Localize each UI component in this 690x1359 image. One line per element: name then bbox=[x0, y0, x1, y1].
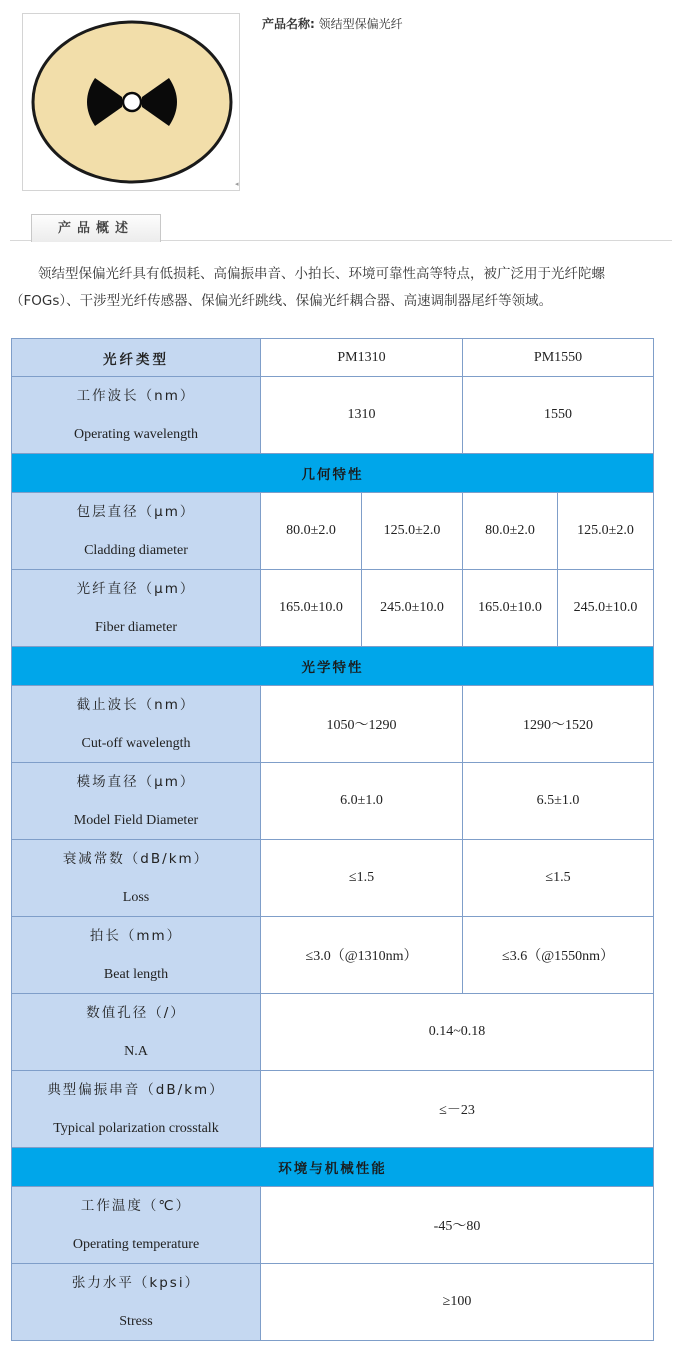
section-title-environment: 环境与机械性能 bbox=[12, 1148, 654, 1187]
cell-value: 245.0±10.0 bbox=[362, 570, 463, 647]
section-row-environment bbox=[12, 1148, 654, 1187]
table-row bbox=[12, 493, 654, 570]
label-en: Operating temperature bbox=[72, 1236, 200, 1252]
header-pm1550: PM1550 bbox=[463, 339, 654, 377]
label-cn: 模场直径（μm） bbox=[76, 773, 196, 790]
row-label-cutoff bbox=[12, 686, 261, 763]
spec-table bbox=[11, 338, 654, 1341]
label-cn: 典型偏振串音（dB/km） bbox=[47, 1081, 225, 1098]
cell-value: 125.0±2.0 bbox=[362, 493, 463, 570]
cell-value: ≤3.6（@1550nm） bbox=[463, 917, 654, 994]
label-en: Cut-off wavelength bbox=[81, 735, 191, 751]
table-row bbox=[12, 917, 654, 994]
label-cn: 数值孔径（/） bbox=[86, 1004, 186, 1021]
table-row bbox=[12, 570, 654, 647]
cell-value: 6.5±1.0 bbox=[463, 763, 654, 840]
cell-value: 80.0±2.0 bbox=[261, 493, 362, 570]
label-en: Loss bbox=[122, 889, 150, 905]
cell-value: -45～80 bbox=[261, 1187, 654, 1264]
label-en: Typical polarization crosstalk bbox=[53, 1120, 219, 1136]
table-row bbox=[12, 994, 654, 1071]
table-row bbox=[12, 1264, 654, 1341]
section-title-geometry: 几何特性 bbox=[12, 454, 654, 493]
label-cn: 工作波长（nm） bbox=[76, 387, 196, 404]
label-cn: 光纤直径（μm） bbox=[76, 580, 196, 597]
label-cn: 拍长（mm） bbox=[89, 927, 183, 944]
table-row bbox=[12, 1187, 654, 1264]
product-name bbox=[262, 15, 403, 32]
row-label-loss bbox=[12, 840, 261, 917]
cell-value: 245.0±10.0 bbox=[558, 570, 654, 647]
row-label-na bbox=[12, 994, 261, 1071]
intro-line-1: 领结型保偏光纤具有低损耗、高偏振串音、小拍长、环境可靠性高等特点，被广泛用于光纤陀螺 bbox=[38, 266, 605, 282]
section-title-optical: 光学特性 bbox=[12, 647, 654, 686]
fiber-cross-section-diagram bbox=[23, 14, 239, 190]
section-row-optical bbox=[12, 647, 654, 686]
label-en: Cladding diameter bbox=[84, 542, 188, 558]
label-en: Stress bbox=[119, 1313, 153, 1329]
row-label-mfd bbox=[12, 763, 261, 840]
cell-value: ≤3.0（@1310nm） bbox=[261, 917, 463, 994]
label-cn: 工作温度（℃） bbox=[80, 1197, 192, 1214]
svg-text:◂: ◂ bbox=[235, 180, 239, 188]
row-label-cladding bbox=[12, 493, 261, 570]
cell-value: 1550 bbox=[463, 377, 654, 454]
header-pm1310: PM1310 bbox=[261, 339, 463, 377]
cell-value: 1310 bbox=[261, 377, 463, 454]
row-label-beat bbox=[12, 917, 261, 994]
table-row bbox=[12, 840, 654, 917]
table-row bbox=[12, 763, 654, 840]
row-label-wavelength bbox=[12, 377, 261, 454]
table-row bbox=[12, 377, 654, 454]
cell-value: 6.0±1.0 bbox=[261, 763, 463, 840]
cell-value: 0.14~0.18 bbox=[261, 994, 654, 1071]
cell-value: 80.0±2.0 bbox=[463, 493, 558, 570]
cell-value: 125.0±2.0 bbox=[558, 493, 654, 570]
intro-line-2: （FOGs）、干涉型光纤传感器、保偏光纤跳线、保偏光纤耦合器、高速调制器尾纤等领域。 bbox=[10, 293, 553, 309]
tab-product-overview[interactable]: 产品概述 bbox=[31, 214, 161, 242]
header-fiber-type: 光纤类型 bbox=[12, 339, 261, 377]
cell-value: 1290～1520 bbox=[463, 686, 654, 763]
row-label-temperature bbox=[12, 1187, 261, 1264]
label-cn: 包层直径（μm） bbox=[76, 503, 196, 520]
section-row-geometry bbox=[12, 454, 654, 493]
table-row bbox=[12, 686, 654, 763]
cell-value: 165.0±10.0 bbox=[463, 570, 558, 647]
label-en: Operating wavelength bbox=[73, 426, 198, 442]
row-label-crosstalk bbox=[12, 1071, 261, 1148]
label-cn: 衰减常数（dB/km） bbox=[62, 850, 210, 867]
cell-value: 165.0±10.0 bbox=[261, 570, 362, 647]
label-cn: 截止波长（nm） bbox=[76, 696, 196, 713]
table-row bbox=[12, 1071, 654, 1148]
row-label-fiber bbox=[12, 570, 261, 647]
product-name-value: 领结型保偏光纤 bbox=[318, 17, 403, 31]
label-en: Beat length bbox=[103, 966, 169, 982]
cell-value: 1050～1290 bbox=[261, 686, 463, 763]
product-intro bbox=[10, 261, 690, 315]
product-name-label: 产品名称: bbox=[262, 17, 315, 31]
cell-value: ≥100 bbox=[261, 1264, 654, 1341]
label-en: Fiber diameter bbox=[94, 619, 178, 635]
cell-value: ≤－23 bbox=[261, 1071, 654, 1148]
table-header-row bbox=[12, 339, 654, 377]
product-image bbox=[22, 13, 240, 191]
row-label-stress bbox=[12, 1264, 261, 1341]
cell-value: ≤1.5 bbox=[261, 840, 463, 917]
label-cn: 张力水平（kpsi） bbox=[71, 1274, 201, 1291]
label-en: N.A bbox=[124, 1043, 148, 1059]
cell-value: ≤1.5 bbox=[463, 840, 654, 917]
label-en: Model Field Diameter bbox=[73, 812, 199, 828]
